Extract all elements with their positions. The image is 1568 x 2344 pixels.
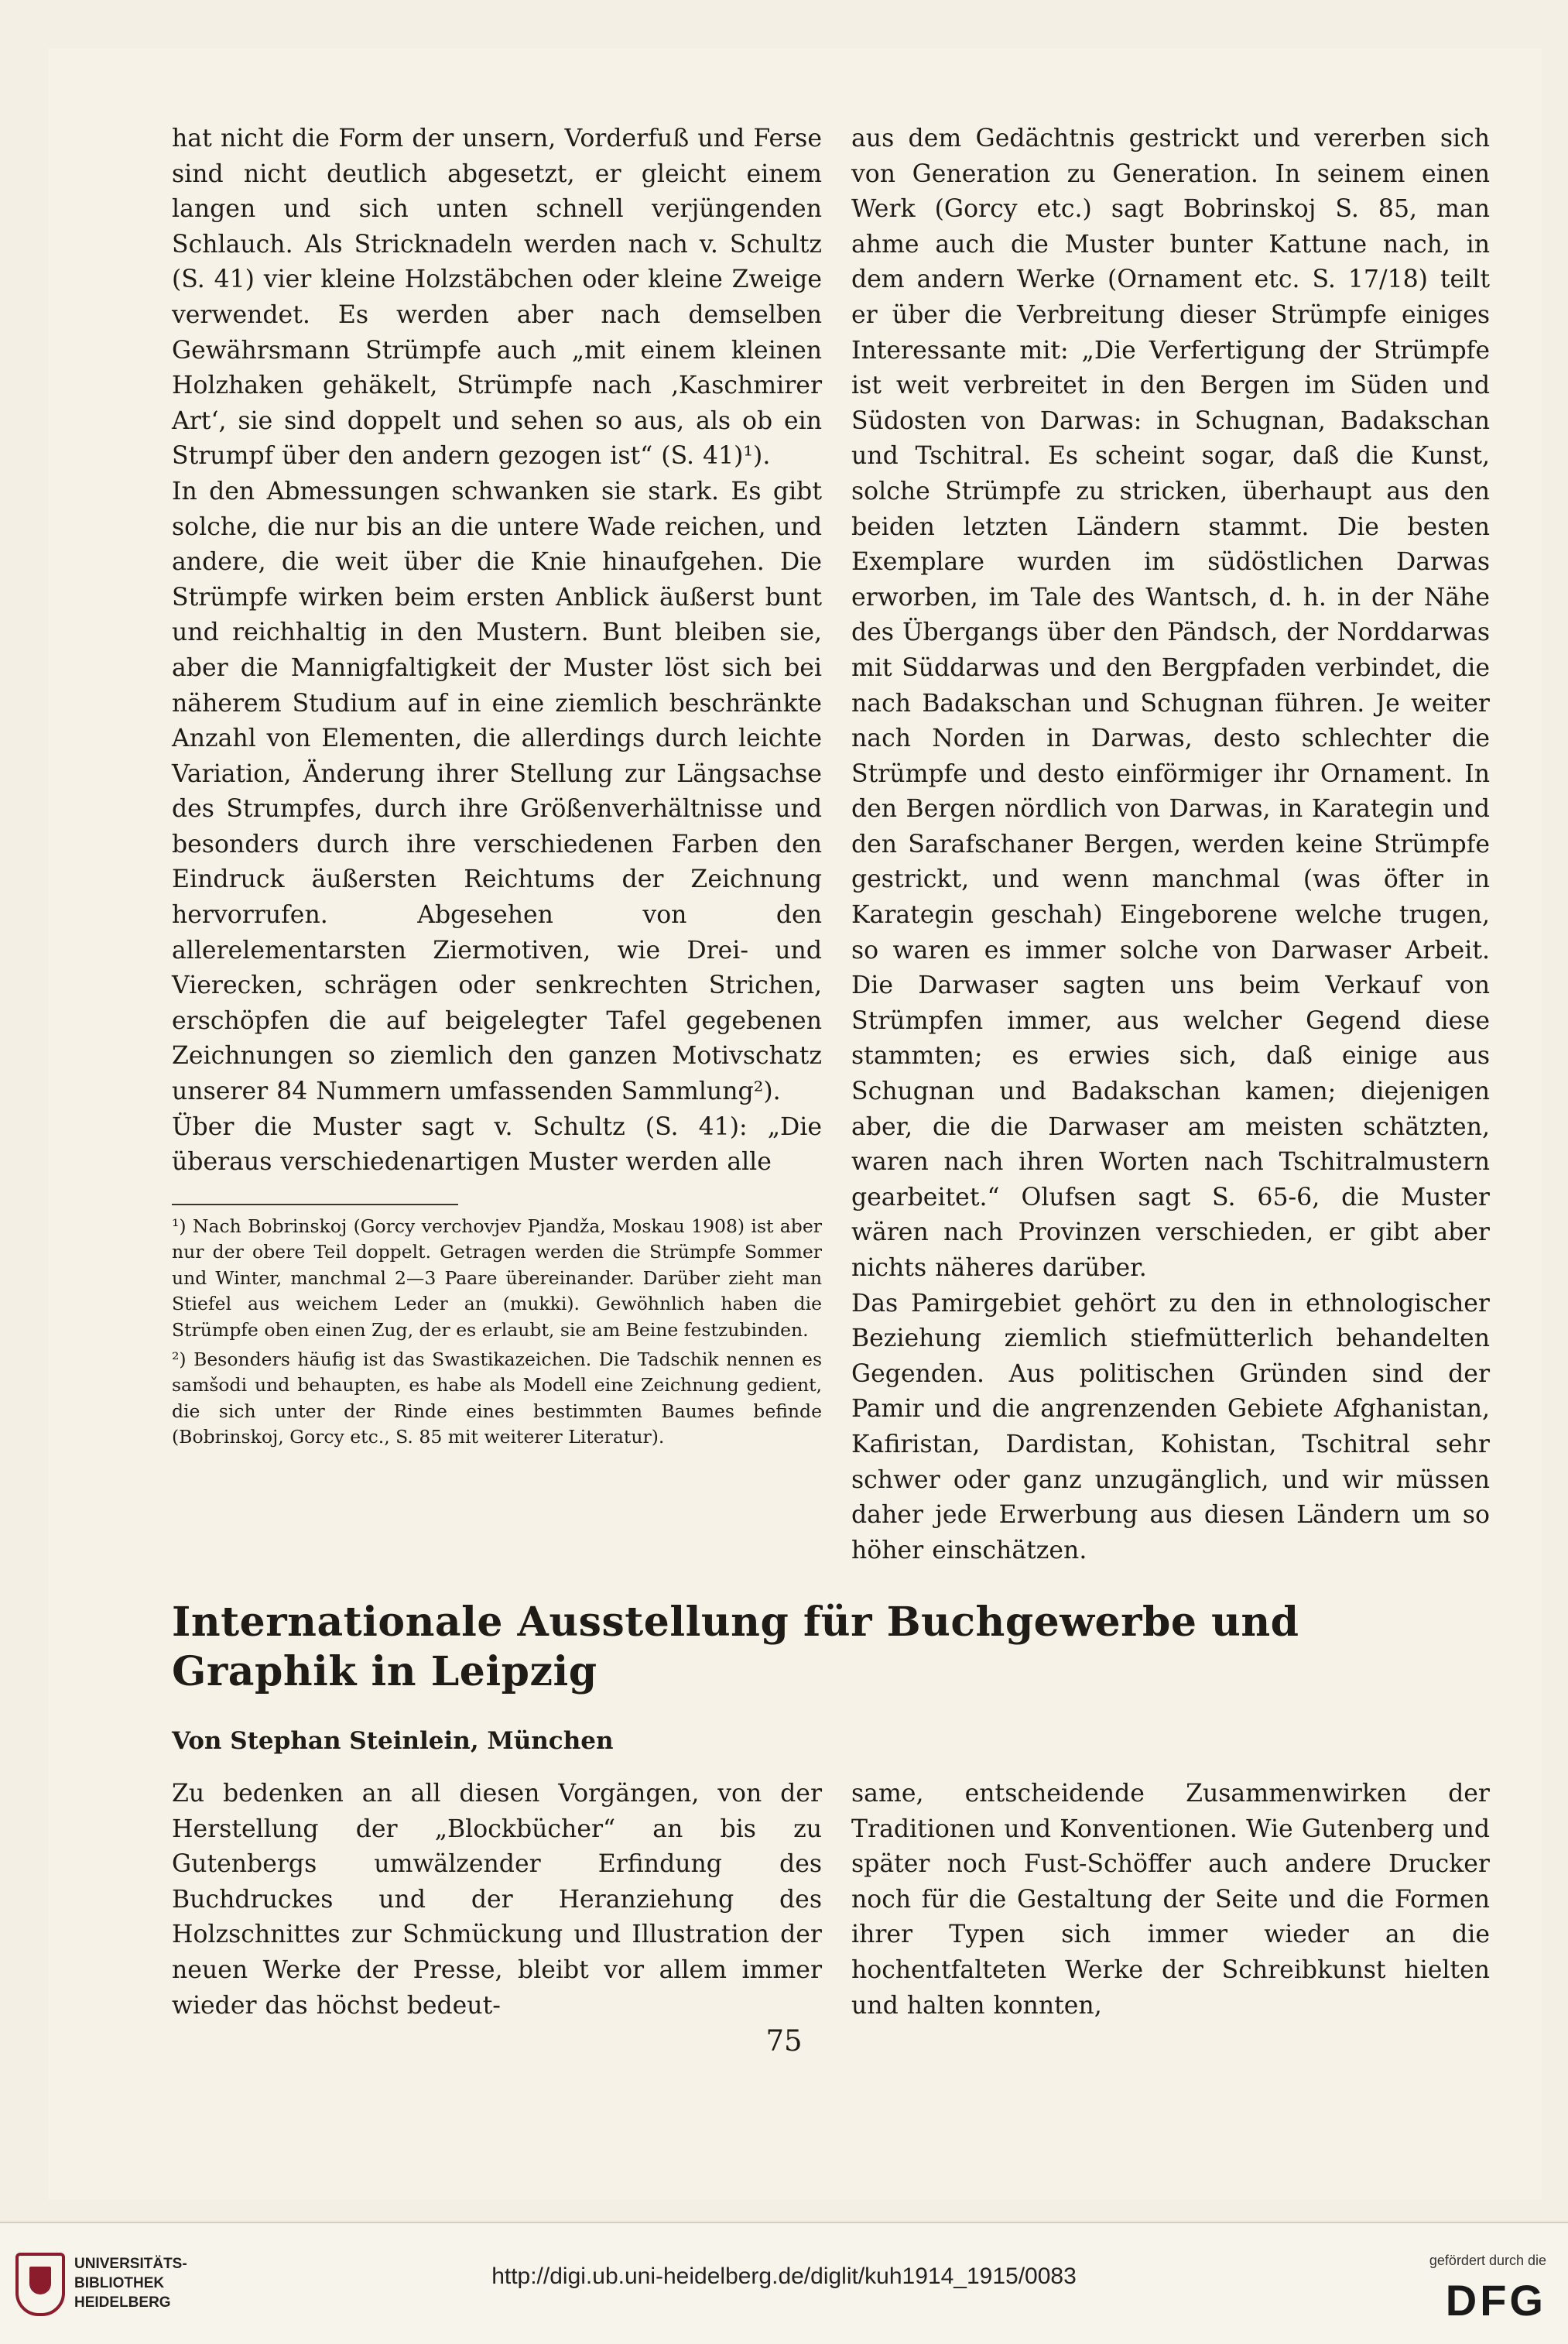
document-page: [48, 48, 1542, 2200]
viewer-footer: [0, 2222, 1568, 2344]
left-column-top: [172, 122, 822, 1181]
footnotes: [172, 1214, 822, 1455]
paragraph: same, entscheidende Zusammenwirken der Traditionen und Konventionen. Wie Gutenberg und später noch Fust-Schöffer auch andere Drucker noch für die Gestaltung der Seite und die Formen ihrer Typen sich immer wieder an die hochentfalteten Werke der Schreibkunst hielten und halten konnten,: [851, 1780, 1490, 2020]
logo-line: HEIDELBERG: [74, 2294, 171, 2311]
right-column-bottom: [851, 1777, 1490, 2024]
article-byline: Von Stephan Steinlein, München: [172, 1727, 614, 1755]
funded-by-label: gefördert durch die: [1429, 2253, 1546, 2268]
page-number: 75: [765, 2024, 803, 2058]
dfg-logo[interactable]: DFG: [1445, 2276, 1546, 2325]
right-column-top: [851, 122, 1490, 1568]
permalink-url[interactable]: http://digi.ub.uni-heidelberg.de/diglit/kuh1914_1915/0083: [491, 2263, 1077, 2289]
paragraph: Das Pamirgebiet gehört zu den in ethnologischer Beziehung ziemlich stiefmütterlich behandelten Gegenden. Aus politischen Gründen sind der Pamir und die angrenzenden Gebiete Afghanistan, Kafiristan, Dardistan, Kohistan, Tschitral sehr schwer oder ganz unzugänglich, und wir müssen daher jede Erwerbung aus diesen Ländern um so höher einschätzen.: [851, 1289, 1490, 1564]
logo-line: UNIVERSITÄTS-: [74, 2256, 187, 2272]
paragraph: hat nicht die Form der unsern, Vorderfuß und Ferse sind nicht deutlich abgesetzt, er gleicht einem langen und sich unten schnell verjüngenden Schlauch. Als Stricknadeln werden nach v. Schultz (S. 41) vier kleine Holzstäbchen oder kleine Zweige verwendet. Es werden aber nach demselben Gewährsmann Strümpfe auch „mit einem kleinen Holzhaken gehäkelt, Strümpfe nach ‚Kaschmirer Art‘, sie sind doppelt und sehen so aus, als ob ein Strumpf über den andern gezogen ist“ (S. 41)¹).: [172, 125, 822, 471]
footnote-2: ²) Besonders häufig ist das Swastikazeichen. Die Tadschik nennen es samšodi und behaupten, es habe als Modell eine Zeichnung gedient, die sich unter der Rinde eines bestimmten Baumes befinde (Bobrinskoj, Gorcy etc., S. 85 mit weiterer Literatur).: [172, 1348, 822, 1448]
article-heading: Internationale Ausstellung für Buchgewerbe und Graphik in Leipzig: [172, 1599, 1299, 1695]
paragraph: Über die Muster sagt v. Schultz (S. 41): „Die überaus verschiedenartigen Muster werden alle: [172, 1112, 822, 1177]
left-column-bottom: [172, 1777, 822, 2024]
footnote-1: ¹) Nach Bobrinskoj (Gorcy verchovjev Pjandža, Moskau 1908) ist aber nur der obere Teil doppelt. Getragen werden die Strümpfe Sommer und Winter, manchmal 2—3 Paare übereinander. Darüber zieht man Stiefel aus weichem Leder an (mukki). Gewöhnlich haben die Strümpfe oben einen Zug, der es erlaubt, sie am Beine festzubinden.: [172, 1215, 822, 1341]
paragraph: aus dem Gedächtnis gestrickt und vererben sich von Generation zu Generation. In seinem einen Werk (Gorcy etc.) sagt Bobrinskoj S. 85, man ahme auch die Muster bunter Kattune nach, in dem andern Werke (Ornament etc. S. 17/18) teilt er über die Verbreitung dieser Strümpfe einiges Interessante mit: „Die Verfertigung der Strümpfe ist weit verbreitet in den Bergen im Süden und Südosten von Darwas: in Schugnan, Badakschan und Tschitral. Es scheint sogar, daß die Kunst, solche Strümpfe zu stricken, überhaupt aus den beiden letzten Ländern stammt. Die besten Exemplare wurden im südöstlichen Darwas erworben, im Tale des Wantsch, d. h. in der Nähe des Übergangs über den Pändsch, der Norddarwas mit Süddarwas und den Bergpfaden verbindet, die nach Badakschan und Schugnan führen. Je weiter nach Norden in Darwas, desto schlechter die Strümpfe und desto einförmiger ihr Ornament. In den Bergen nördlich von Darwas, in Karategin und den Sarafschaner Bergen, werden keine Strümpfe gestrickt, und wenn manchmal (was öfter in Karategin geschah) Eingeborene welche trugen, so waren es immer solche von Darwaser Arbeit. Die Darwaser sagten uns beim Verkauf von Strümpfen immer, aus welcher Gegend diese stammten; es erwies sich, daß einige aus Schugnan und Badakschan kamen; diejenigen aber, die die Darwaser am meisten schätzten, waren nach ihren Worten nach Tschitralmustern gearbeitet.“ Olufsen sagt S. 65-6, die Muster wären nach Provinzen verschieden, er gibt aber nichts näheres darüber.: [851, 125, 1490, 1282]
paragraph: In den Abmessungen schwanken sie stark. Es gibt solche, die nur bis an die untere Wade reichen, und andere, die weit über die Knie hinaufgehen. Die Strümpfe wirken beim ersten Anblick äußerst bunt und reichhaltig in den Mustern. Bunt bleiben sie, aber die Mannigfaltigkeit der Muster löst sich bei näherem Studium auf in eine ziemlich beschränkte Anzahl von Elementen, die allerdings durch leichte Variation, Änderung ihrer Stellung zur Längsachse des Strumpfes, durch ihre Größenverhältnisse und besonders durch ihre verschiedenen Farben den Eindruck äußersten Reichtums der Zeichnung hervorrufen. Abgesehen von den allerelementarsten Ziermotiven, wie Drei- und Vierecken, schrägen oder senkrechten Strichen, erschöpfen die auf beigelegter Tafel gegebenen Zeichnungen so ziemlich den ganzen Motivschatz unserer 84 Nummern umfassenden Sammlung²).: [172, 477, 822, 1106]
logo-line: BIBLIOTHEK: [74, 2275, 165, 2291]
paragraph: Zu bedenken an all diesen Vorgängen, von der Herstellung der „Blockbücher“ an bis zu Gutenbergs umwälzender Erfindung des Buchdruckes und der Heranziehung des Holzschnittes zur Schmückung und Illustration der neuen Werke der Presse, bleibt vor allem immer wieder das höchst bedeut-: [172, 1780, 822, 2020]
footnote-rule: [172, 1204, 458, 1205]
